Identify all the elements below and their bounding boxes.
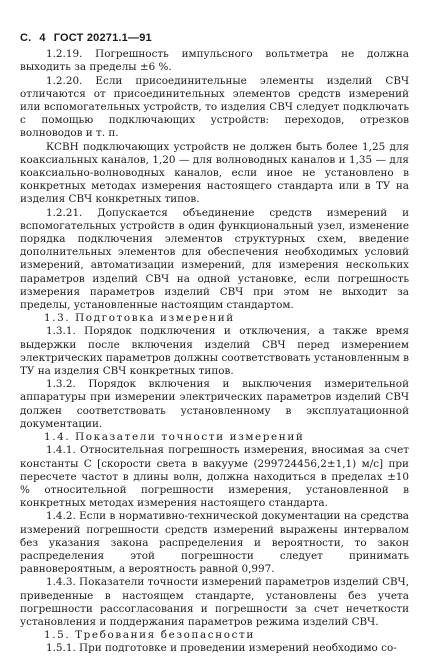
paragraph-1-4-1: 1.4.1. Относительная погрешность измерения, вносимая за счет константы С [скорости света в вакууме (299724456,2±1,1) м/с] при пересчете частот в длины волн, должна находиться в пределах ±10 % относительной погрешности измерения, установленной в конкретных методах измерения настоящего стандарта.	[20, 444, 409, 510]
section-heading-1-5: 1.5. Требования безопасности	[44, 629, 255, 642]
paragraph-1-4-2: 1.4.2. Если в нормативно-технической документации на средства измерений погрешности средств измерений выражены интервалом без указания закона распределения и вероятности, то закон распределения этой погрешности следует принимать равновероятным, а вероятность равной 0,997.	[20, 510, 409, 576]
paragraph-1-2-19: 1.2.19. Погрешность импульсного вольтметра не должна выходить за пределы ±6 %.	[20, 48, 409, 74]
page-number: 4	[39, 32, 46, 44]
paragraph-1-4-3: 1.4.3. Показатели точности измерений параметров изделий СВЧ, приведенные в настоящем стандарте, установлены без учета погрешности рассогласования и погрешности за счет нечеткости установления и поддержания параметров режима изделий СВЧ.	[20, 576, 410, 628]
paragraph-ksvn: КСВН подключающих устройств не должен быть более 1,25 для коаксиальных каналов, 1,20 — для волноводных каналов и 1,35 — для коаксиально-волноводных каналов, если иное не установлено в конкретных методах измерения настоящего стандарта или в ТУ на изделия СВЧ конкретных типов.	[20, 140, 409, 206]
section-heading-1-3: 1.3. Подготовка измерений	[44, 312, 235, 325]
standard-code: ГОСТ 20271.1—91	[53, 32, 152, 44]
paragraph-1-3-1: 1.3.1. Порядок подключения и отключения, а также время выдержки после включения изделий СВЧ перед измерением электрических параметров должны соответствовать установленным в ТУ на изделия СВЧ конкретных типов.	[20, 325, 409, 378]
paragraph-1-5-1: 1.5.1. При подготовке и проведении измерений необходимо со-	[46, 642, 397, 655]
section-heading-1-4: 1.4. Показатели точности измерений	[44, 431, 305, 444]
page-header	[20, 32, 409, 45]
paragraph-1-2-21: 1.2.21. Допускается объединение средств измерений и вспомогательных устройств в один функциональный узел, изменение порядка подключения элементов структурных схем, введение дополнительных элементов для обеспечения необходимых условий измерений, автоматизации измерений, для измерения нескольких параметров изделий СВЧ на одной установке, если погрешность измерения параметров изделий СВЧ при этом не выходит за пределы, установленные настоящим стандартом.	[20, 206, 409, 312]
paragraph-1-2-20: 1.2.20. Если присоединительные элементы изделий СВЧ отличаются от присоединительных элементов средств измерений или вспомогательных устройств, то изделия СВЧ следует подключать с помощью подключающих устройств: переходов, отрезков волноводов и т. п.	[20, 74, 409, 140]
paragraph-1-3-2: 1.3.2. Порядок включения и выключения измерительной аппаратуры при измерении электрических параметров изделий СВЧ должен соответствовать установленному в эксплуатационной документации.	[20, 378, 409, 430]
page-letter: С.	[20, 32, 32, 44]
